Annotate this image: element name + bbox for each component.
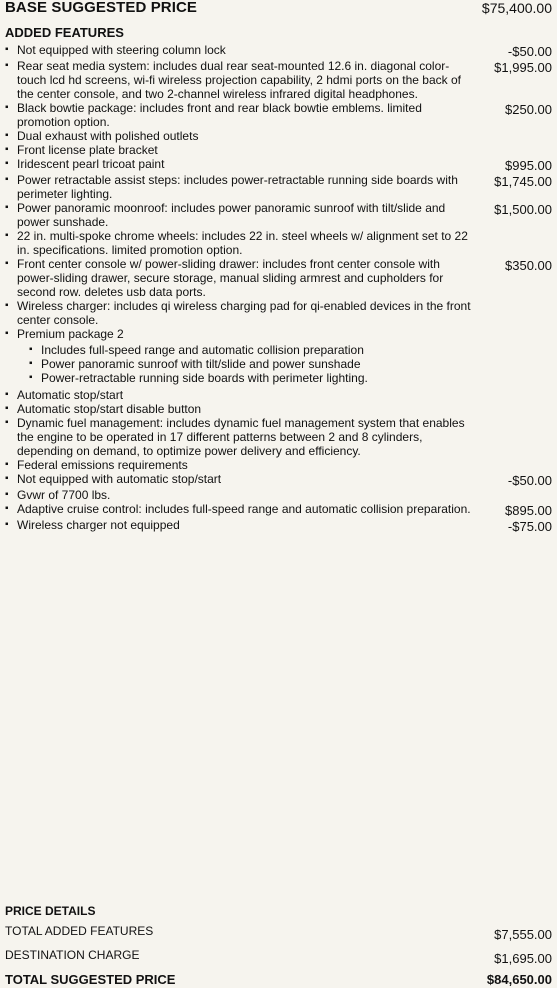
feature-description: [5, 327, 482, 388]
feature-text: Black bowtie package: includes front and rear black bowtie emblems. limited promotion option.: [17, 101, 422, 129]
feature-item: [5, 402, 552, 416]
feature-description: [5, 59, 482, 101]
feature-item: [5, 518, 552, 534]
bullet-icon: ▪: [5, 102, 9, 113]
bullet-icon: ▪: [5, 417, 9, 428]
feature-item: [5, 257, 552, 299]
bullet-icon: ▪: [5, 503, 9, 514]
feature-item: [5, 43, 552, 59]
feature-text: 22 in. multi-spoke chrome wheels: includes 22 in. steel wheels w/ alignment set to 22 in. specifications. limited promotion option.: [17, 229, 468, 257]
package-content-text: Power-retractable running side boards with perimeter lighting.: [41, 371, 368, 385]
bullet-icon: ▪: [5, 328, 9, 339]
package-contents-list: [17, 343, 476, 385]
total-added-features-value: $7,555.00: [494, 927, 552, 942]
feature-price: [482, 458, 552, 460]
feature-description: [5, 257, 482, 299]
feature-item: [5, 416, 552, 458]
feature-description: [5, 416, 482, 458]
added-features-list: [5, 43, 552, 534]
feature-description: [5, 157, 482, 171]
feature-item: [5, 388, 552, 402]
bullet-icon: ▪: [5, 258, 9, 269]
bullet-icon: ▪: [5, 44, 9, 55]
feature-price: $250.00: [505, 102, 552, 117]
feature-price: [482, 143, 552, 145]
bullet-icon: ▪: [5, 144, 9, 155]
feature-item: [5, 157, 552, 173]
total-added-features-label: TOTAL ADDED FEATURES: [5, 924, 154, 938]
bullet-icon: ▪: [5, 202, 9, 213]
feature-description: [5, 388, 482, 402]
feature-description: [5, 472, 482, 486]
base-price-label: BASE SUGGESTED PRICE: [5, 0, 198, 16]
feature-price: [482, 229, 552, 231]
feature-text: Federal emissions requirements: [17, 458, 188, 472]
feature-price: $1,995.00: [494, 60, 552, 75]
feature-description: [5, 502, 482, 516]
feature-item: [5, 101, 552, 129]
bullet-icon: ▪: [5, 300, 9, 311]
feature-description: [5, 402, 482, 416]
feature-text: Front license plate bracket: [17, 143, 158, 157]
feature-price: $1,745.00: [494, 174, 552, 189]
bullet-icon: ▪: [29, 344, 33, 355]
package-content-item: [29, 343, 476, 357]
feature-item: [5, 488, 552, 502]
feature-item: [5, 201, 552, 229]
feature-item: [5, 59, 552, 101]
bullet-icon: ▪: [5, 60, 9, 71]
feature-text: Power retractable assist steps: includes power-retractable running side boards with perimeter lighting.: [17, 173, 458, 201]
feature-text: Power panoramic moonroof: includes power panoramic sunroof with tilt/slide and power sunshade.: [17, 201, 446, 229]
feature-text: Not equipped with steering column lock: [17, 43, 226, 57]
price-details: [5, 904, 552, 988]
feature-description: [5, 201, 482, 229]
feature-price: [482, 416, 552, 418]
total-suggested-price-value: $84,650.00: [486, 972, 552, 987]
total-suggested-price-label: TOTAL SUGGESTED PRICE: [5, 972, 176, 987]
feature-description: [5, 299, 482, 327]
destination-charge-value: $1,695.00: [494, 951, 552, 966]
bullet-icon: ▪: [5, 473, 9, 484]
bullet-icon: ▪: [29, 358, 33, 369]
feature-item: [5, 173, 552, 201]
base-price-value: $75,400.00: [481, 0, 552, 16]
total-suggested-price-row: [5, 972, 552, 988]
feature-text: Not equipped with automatic stop/start: [17, 472, 222, 486]
bullet-icon: ▪: [5, 158, 9, 169]
package-content-item: [29, 371, 476, 385]
feature-description: [5, 43, 482, 57]
package-content-text: Includes full-speed range and automatic collision preparation: [41, 343, 364, 357]
feature-description: [5, 173, 482, 201]
bullet-icon: ▪: [5, 174, 9, 185]
destination-charge-label: DESTINATION CHARGE: [5, 948, 140, 962]
feature-item: [5, 327, 552, 388]
bullet-icon: ▪: [5, 230, 9, 241]
feature-text: Gvwr of 7700 lbs.: [17, 488, 111, 502]
feature-text: Automatic stop/start: [17, 388, 124, 402]
bullet-icon: ▪: [5, 489, 9, 500]
feature-price: [482, 488, 552, 490]
feature-description: [5, 143, 482, 157]
feature-item: [5, 143, 552, 157]
feature-price: -$50.00: [507, 44, 552, 59]
added-features-title: ADDED FEATURES: [5, 25, 124, 40]
feature-item: [5, 458, 552, 472]
feature-price: -$75.00: [507, 519, 552, 534]
bullet-icon: ▪: [5, 403, 9, 414]
bullet-icon: ▪: [5, 130, 9, 141]
bullet-icon: ▪: [5, 459, 9, 470]
feature-text: Automatic stop/start disable button: [17, 402, 202, 416]
feature-text: Rear seat media system: includes dual rear seat-mounted 12.6 in. diagonal color-touch lcd hd screens, wi-fi wireless projection capability, 2 hdmi ports on the back of the center console, and two 2-channel wireless infrared digital headphones.: [17, 59, 461, 101]
feature-price: $995.00: [505, 158, 552, 173]
feature-text: Adaptive cruise control: includes full-speed range and automatic collision preparation.: [17, 502, 471, 516]
feature-text: Front center console w/ power-sliding drawer: includes front center console with power-sliding drawer, secure storage, manual sliding armrest and cupholders for second row. deletes usb data ports.: [17, 257, 444, 299]
feature-description: [5, 129, 482, 143]
feature-text: Wireless charger not equipped: [17, 518, 180, 532]
package-content-item: [29, 357, 476, 371]
feature-text: Wireless charger: includes qi wireless charging pad for qi-enabled devices in the front center console.: [17, 299, 471, 327]
feature-item: [5, 299, 552, 327]
feature-description: [5, 458, 482, 472]
package-content-text: Power panoramic sunroof with tilt/slide and power sunshade: [41, 357, 361, 371]
feature-price: $1,500.00: [494, 202, 552, 217]
feature-text: Premium package 2: [17, 327, 124, 341]
feature-description: [5, 518, 482, 532]
price-details-title: PRICE DETAILS: [5, 904, 96, 918]
feature-item: [5, 229, 552, 257]
destination-charge-row: [5, 948, 552, 966]
feature-description: [5, 229, 482, 257]
feature-price: $895.00: [505, 503, 552, 518]
feature-price: [482, 327, 552, 329]
feature-price: [482, 402, 552, 404]
bullet-icon: ▪: [5, 519, 9, 530]
bullet-icon: ▪: [29, 372, 33, 383]
feature-description: [5, 488, 482, 502]
feature-text: Dual exhaust with polished outlets: [17, 129, 199, 143]
feature-price: [482, 299, 552, 301]
total-added-features-row: [5, 924, 552, 942]
feature-price: [482, 129, 552, 131]
feature-description: [5, 101, 482, 129]
feature-text: Dynamic fuel management: includes dynamic fuel management system that enables the engine to be operated in 17 different patterns between 2 and 8 cylinders, depending on demand, to optimize power delivery and efficiency.: [17, 416, 465, 458]
bullet-icon: ▪: [5, 389, 9, 400]
feature-item: [5, 129, 552, 143]
feature-item: [5, 502, 552, 518]
feature-price: [482, 388, 552, 390]
feature-price: -$50.00: [507, 473, 552, 488]
feature-item: [5, 472, 552, 488]
feature-price: $350.00: [505, 258, 552, 273]
base-price-row: [5, 0, 552, 16]
feature-text: Iridescent pearl tricoat paint: [17, 157, 165, 171]
